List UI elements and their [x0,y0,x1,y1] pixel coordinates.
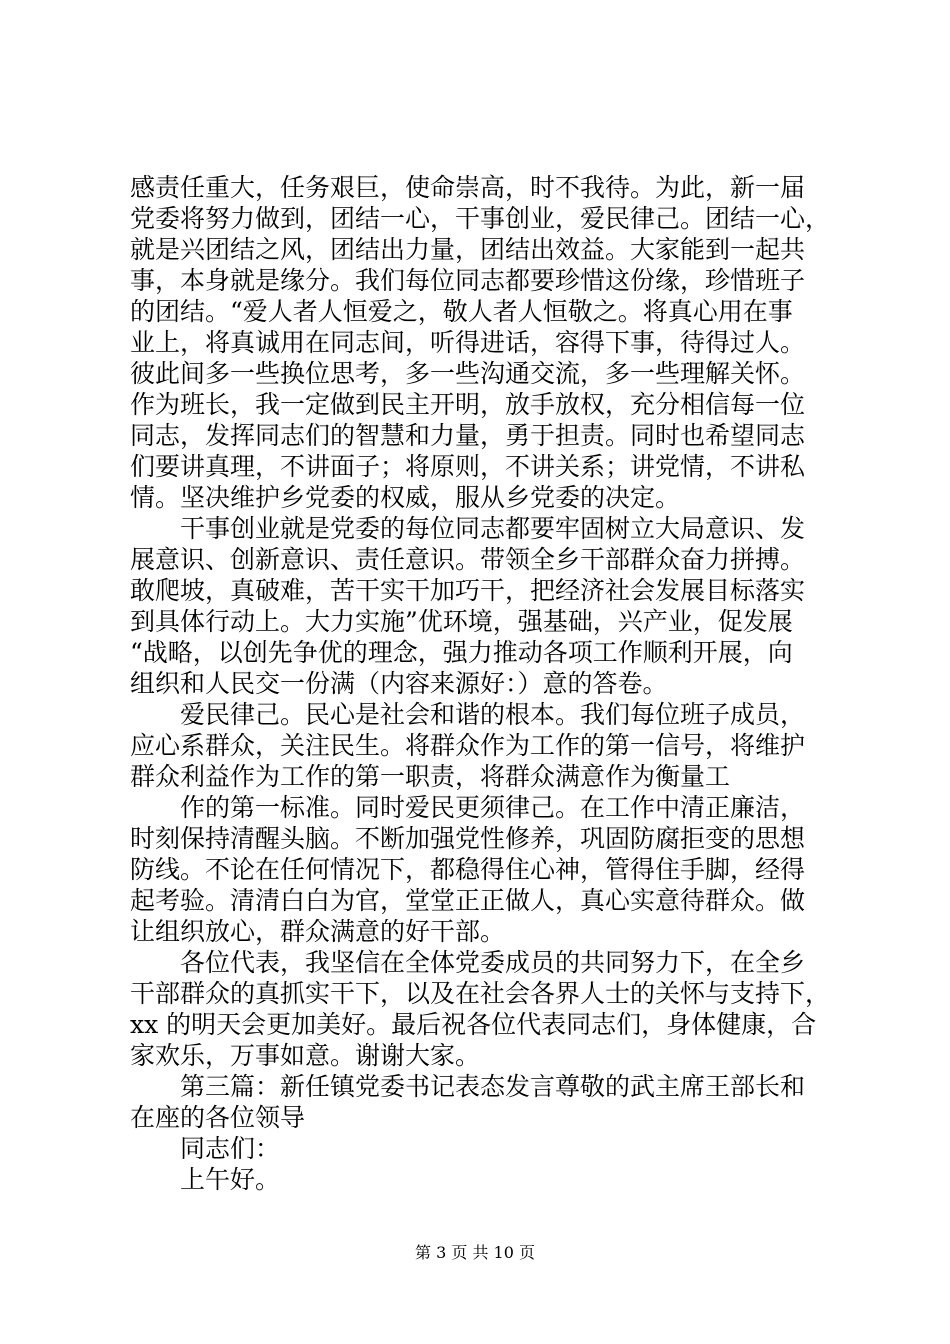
text-line: 展意识、创新意识、责任意识。带领全乡干部群众奋力拼搏。 [130,545,806,574]
text-line: 应心系群众，关注民生。将群众作为工作的第一信号，将维护 [130,731,806,760]
text-line: 事，本身就是缘分。我们每位同志都要珍惜这份缘，珍惜班子 [130,266,806,295]
text-line: 各位代表，我坚信在全体党委成员的共同努力下，在全乡 [180,948,806,977]
text-line: 感责任重大，任务艰巨，使命崇高，时不我待。为此，新一届 [130,173,806,202]
text-line: 第三篇：新任镇党委书记表态发言尊敬的武主席王部长和 [180,1072,806,1101]
text-line: 同志，发挥同志们的智慧和力量，勇于担责。同时也希望同志 [130,421,806,450]
text-line: 防线。不论在任何情况下，都稳得住心神，管得住手脚，经得 [130,855,806,884]
text-line: 业上，将真诚用在同志间，听得进话，容得下事，待得过人。 [130,328,806,357]
text-line: 到具体行动上。大力实施”优环境，强基础，兴产业，促发展 [130,607,793,636]
text-line: 群众利益作为工作的第一职责，将群众满意作为衡量工 [130,762,731,791]
text-line: 就是兴团结之风，团结出力量，团结出效益。大家能到一起共 [130,235,806,264]
text-line: 在座的各位领导 [130,1103,306,1132]
text-line: 作的第一标准。同时爱民更须律己。在工作中清正廉洁， [180,793,806,822]
text-line: xx 的明天会更加美好。最后祝各位代表同志们，身体健康，合 [130,1010,817,1039]
text-line: 作为班长，我一定做到民主开明，放手放权，充分相信每一位 [130,390,806,419]
text-line: 的团结。“爱人者人恒爱之，敬人者人恒敬之。将真心用在事 [130,297,793,326]
text-line: 情。坚决维护乡党委的权威，服从乡党委的决定。 [130,483,681,512]
text-line: 们要讲真理，不讲面子；将原则，不讲关系；讲党情，不讲私 [130,452,806,481]
text-line: 敢爬坡，真破难，苦干实干加巧干，把经济社会发展目标落实 [130,576,806,605]
text-line: 组织和人民交一份满（内容来源好：）意的答卷。 [130,669,668,698]
text-line: 干部群众的真抓实干下，以及在社会各界人士的关怀与支持下， [130,979,831,1008]
text-line: 爱民律己。民心是社会和谐的根本。我们每位班子成员， [180,700,806,729]
document-body [130,172,830,1195]
text-line: “战略，以创先争优的理念，强力推动各项工作顺利开展，向 [130,638,793,667]
text-line: 起考验。清清白白为官，堂堂正正做人，真心实意待群众。做 [130,886,806,915]
text-line: 党委将努力做到，团结一心，干事创业，爱民律己。团结一心， [130,204,831,233]
text-line: 家欢乐，万事如意。谢谢大家。 [130,1041,481,1070]
text-line: 让组织放心，群众满意的好干部。 [130,917,506,946]
text-line: 时刻保持清醒头脑。不断加强党性修养，巩固防腐拒变的思想 [130,824,806,853]
text-line: 上午好。 [180,1165,281,1194]
text-line: 彼此间多一些换位思考，多一些沟通交流，多一些理解关怀。 [130,359,806,388]
text-line: 同志们： [180,1134,281,1163]
text-line: 干事创业就是党委的每位同志都要牢固树立大局意识、发 [180,514,806,543]
page-footer: 第 3 页 共 10 页 [415,1243,535,1262]
